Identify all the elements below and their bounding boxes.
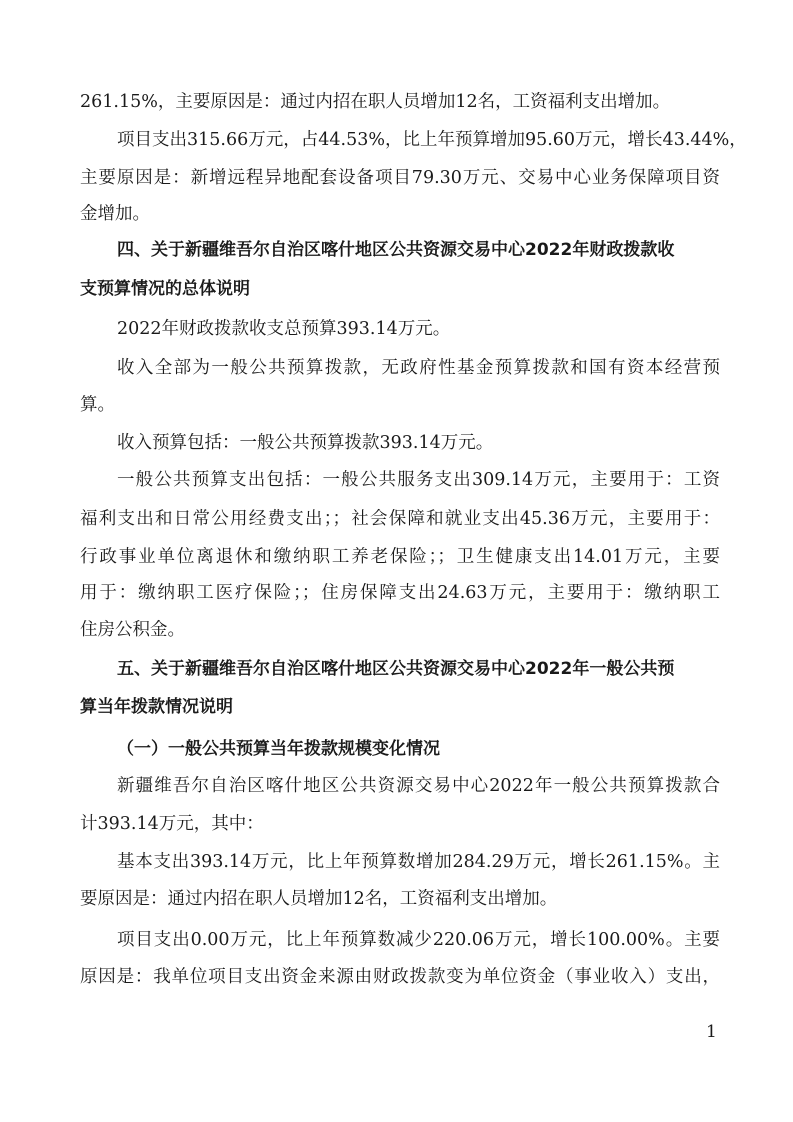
- text-line: 项目支出315.66万元，占44.53%，比上年预算增加95.60万元，增长43.44%，: [117, 130, 747, 150]
- section-heading: 五、关于新疆维吾尔自治区喀什地区公共资源交易中心2022年一般公共预: [117, 659, 675, 679]
- text-line: 福利支出和日常公用经费支出；；社会保障和就业支出45.36万元，主要用于：: [80, 509, 720, 529]
- text-line: 主要原因是：新增远程异地配套设备项目79.30万元、交易中心业务保障项目资: [80, 168, 720, 188]
- subsection-heading: （一）一般公共预算当年拨款规模变化情况: [117, 739, 440, 759]
- section-heading: 支预算情况的总体说明: [80, 279, 250, 299]
- text-line: 行政事业单位离退休和缴纳职工养老保险；；卫生健康支出14.01万元，主要: [80, 547, 720, 567]
- text-line: 基本支出393.14万元，比上年预算数增加284.29万元，增长261.15%。主: [117, 852, 720, 872]
- text-line: 261.15%，主要原因是：通过内招在职人员增加12名，工资福利支出增加。: [80, 92, 671, 112]
- text-line: 收入预算包括：一般公共预算拨款393.14万元。: [117, 433, 494, 453]
- text-line: 算。: [80, 395, 115, 415]
- text-line: 原因是：我单位项目支出资金来源由财政拨款变为单位资金（事业收入）支出，: [80, 967, 720, 987]
- text-line: 要原因是：通过内招在职人员增加12名，工资福利支出增加。: [80, 889, 558, 909]
- text-line: 一般公共预算支出包括：一般公共服务支出309.14万元，主要用于：工资: [117, 470, 720, 490]
- text-line: 项目支出0.00万元，比上年预算数减少220.06万元，增长100.00%。主要: [117, 930, 720, 950]
- text-line: 收入全部为一般公共预算拨款，无政府性基金预算拨款和国有资本经营预: [117, 358, 720, 378]
- text-line: 2022年财政拨款收支总预算393.14万元。: [117, 319, 451, 339]
- text-line: 新疆维吾尔自治区喀什地区公共资源交易中心2022年一般公共预算拨款合: [117, 776, 720, 796]
- text-line: 用于：缴纳职工医疗保险；；住房保障支出24.63万元，主要用于：缴纳职工: [80, 583, 720, 603]
- section-heading: 算当年拨款情况说明: [80, 697, 233, 717]
- page-number: 1: [706, 1022, 717, 1042]
- section-heading: 四、关于新疆维吾尔自治区喀什地区公共资源交易中心2022年财政拨款收: [117, 240, 675, 260]
- text-line: 金增加。: [80, 204, 150, 224]
- text-line: 计393.14万元，其中：: [80, 814, 264, 834]
- text-line: 住房公积金。: [80, 620, 185, 640]
